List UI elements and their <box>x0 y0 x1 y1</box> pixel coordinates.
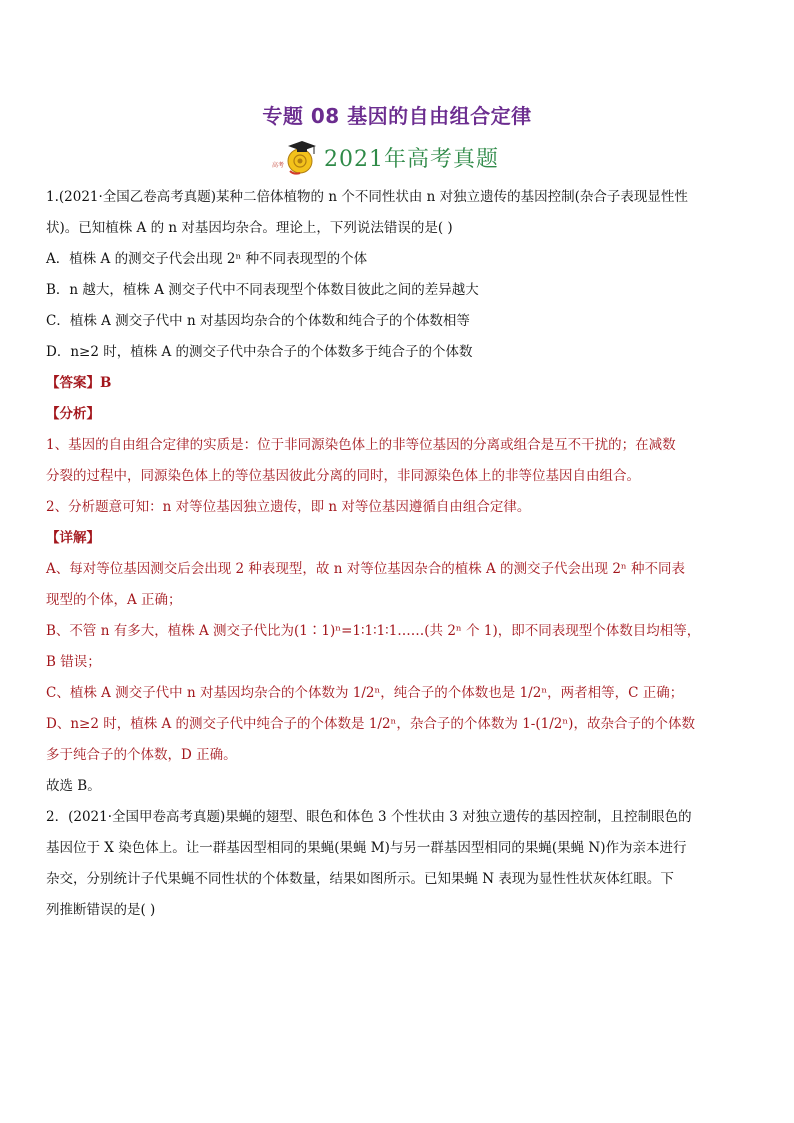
svg-text:高考: 高考 <box>272 162 285 169</box>
graduate-mascot-icon <box>270 137 318 177</box>
section-banner <box>270 137 499 177</box>
detail-line: D、n≥2 时，植株 A 的测交子代中纯合子的个体数是 1/2ⁿ，杂合子的个体数为 1-(1/2ⁿ)，故杂合子的个体数 <box>46 716 695 732</box>
conclusion: 故选 B。 <box>46 778 101 794</box>
option-b: B．n 越大，植株 A 测交子代中不同表现型个体数目彼此之间的差异越大 <box>46 282 479 298</box>
analysis-label: 【分析】 <box>46 406 100 422</box>
detail-line: B 错误； <box>46 654 101 670</box>
document-body <box>46 182 752 926</box>
question-1-stem: 1.(2021·全国乙卷高考真题)某种二倍体植物的 n 个不同性状由 n 对独立遗传的基因控制(杂合子表现显性性 <box>46 189 688 205</box>
question-2-stem-cont: 列推断错误的是( ) <box>46 902 156 918</box>
option-c: C．植株 A 测交子代中 n 对基因均杂合的个体数和纯合子的个体数相等 <box>46 313 470 329</box>
analysis-line: 2、分析题意可知：n 对等位基因独立遗传，即 n 对等位基因遵循自由组合定律。 <box>46 499 531 515</box>
analysis-line: 1、基因的自由组合定律的实质是：位于非同源染色体上的非等位基因的分离或组合是互不干扰的；在减数 <box>46 437 676 453</box>
banner-text: 2021年高考真题 <box>324 146 499 172</box>
detail-label: 【详解】 <box>46 530 100 546</box>
detail-line: 多于纯合子的个体数，D 正确。 <box>46 747 237 763</box>
question-2-stem: 2．(2021·全国甲卷高考真题)果蝇的翅型、眼色和体色 3 个性状由 3 对独立遗传的基因控制，且控制眼色的 <box>46 809 692 825</box>
analysis-line: 分裂的过程中，同源染色体上的等位基因彼此分离的同时，非同源染色体上的非等位基因自由组合。 <box>46 468 640 484</box>
answer-label: 【答案】B <box>46 375 112 391</box>
question-2-stem-cont: 基因位于 X 染色体上。让一群基因型相同的果蝇(果蝇 M)与另一群基因型相同的果蝇(果蝇 N)作为亲本进行 <box>46 840 687 856</box>
detail-line: B、不管 n 有多大，植株 A 测交子代比为(1∶1)ⁿ=1∶1∶1∶1……(共 2ⁿ 个 1)，即不同表现型个体数目均相等， <box>46 623 701 639</box>
page-title: 专题 08 基因的自由组合定律 <box>262 104 532 128</box>
option-d: D．n≥2 时，植株 A 的测交子代中杂合子的个体数多于纯合子的个体数 <box>46 344 473 360</box>
detail-line: A、每对等位基因测交后会出现 2 种表现型，故 n 对等位基因杂合的植株 A 的测交子代会出现 2ⁿ 种不同表 <box>46 561 686 577</box>
question-1-stem-cont: 状)。已知植株 A 的 n 对基因均杂合。理论上，下列说法错误的是( ) <box>46 220 453 236</box>
detail-line: C、植株 A 测交子代中 n 对基因均杂合的个体数为 1/2ⁿ，纯合子的个体数也是 1/2ⁿ，两者相等，C 正确； <box>46 685 684 701</box>
option-a: A．植株 A 的测交子代会出现 2ⁿ 种不同表现型的个体 <box>46 251 368 267</box>
detail-line: 现型的个体，A 正确； <box>46 592 182 608</box>
question-2-stem-cont: 杂交，分别统计子代果蝇不同性状的个体数量，结果如图所示。已知果蝇 N 表现为显性性状灰体红眼。下 <box>46 871 674 887</box>
